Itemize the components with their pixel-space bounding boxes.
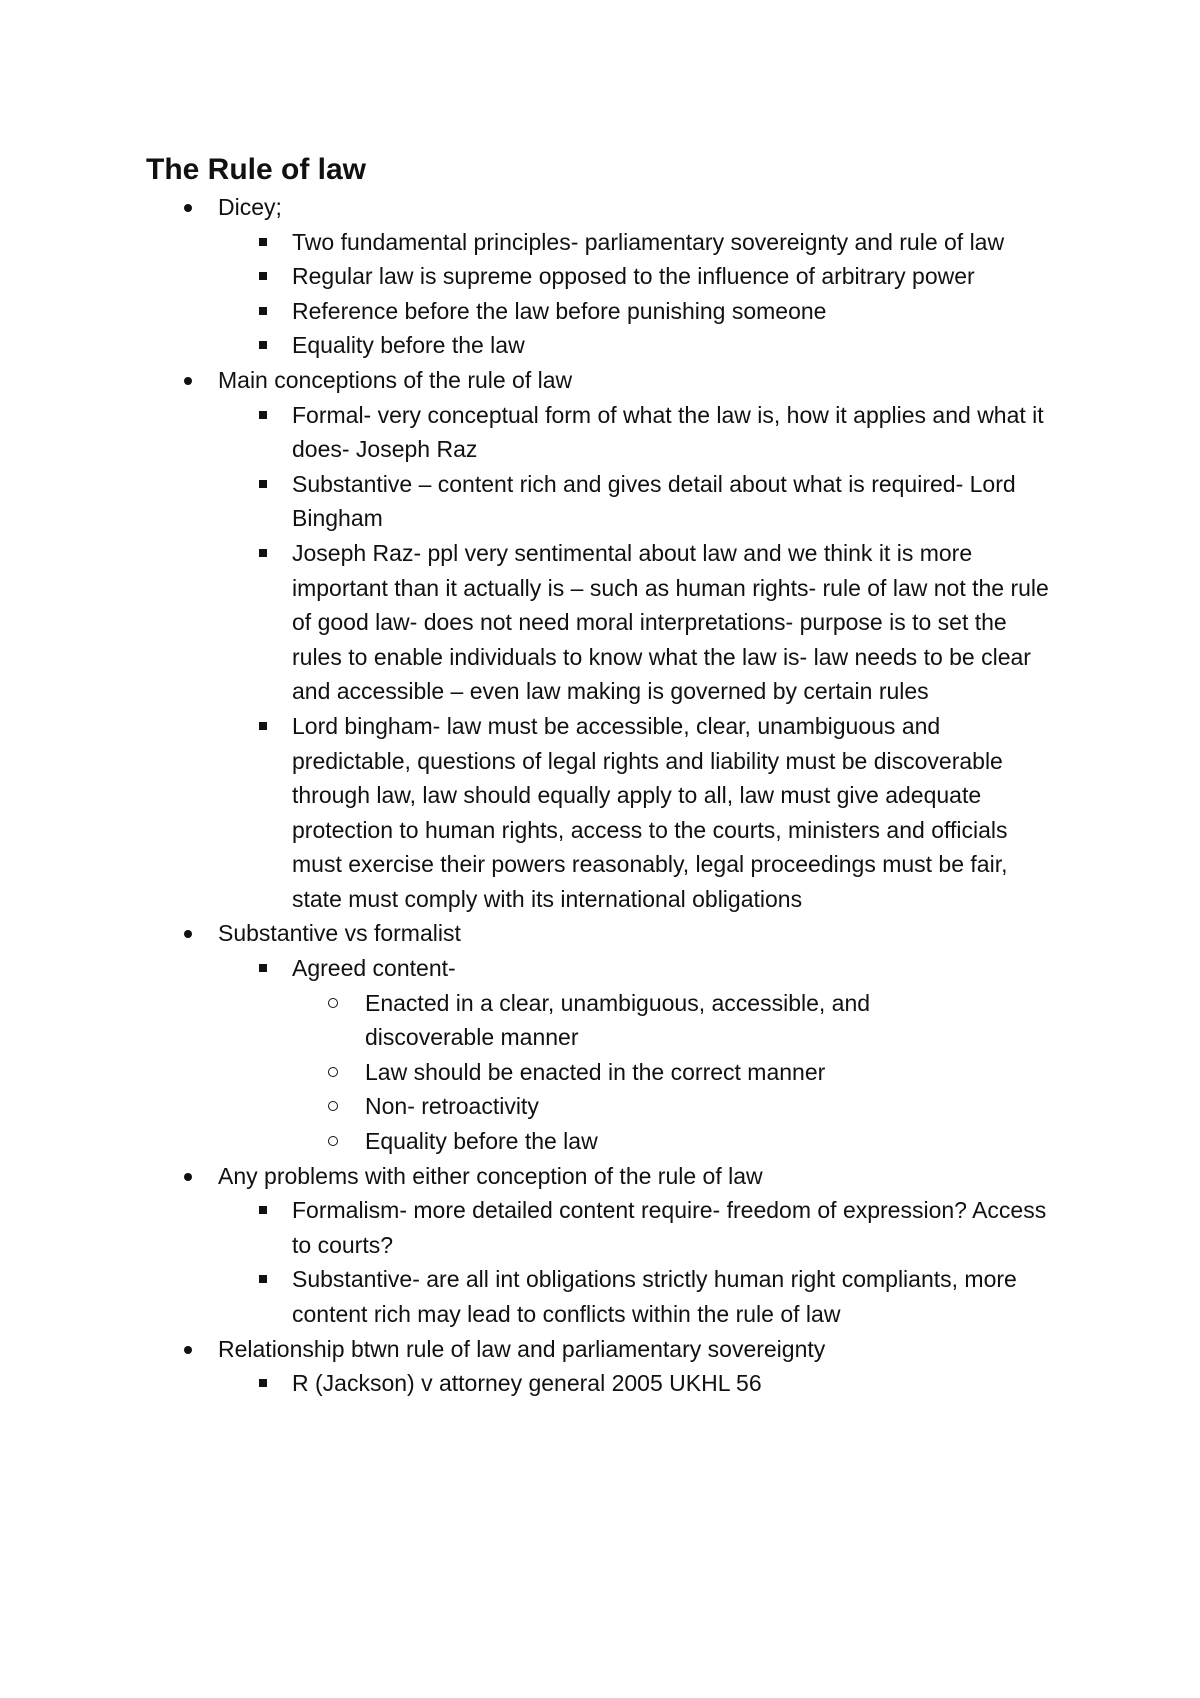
list-item xyxy=(0,916,1200,1158)
bullet-dot-icon xyxy=(184,1346,192,1354)
list-item-text: Any problems with either conception of the rule of law xyxy=(218,1162,763,1189)
sub-sub-list-item xyxy=(0,1124,1200,1159)
sub-sub-list-item xyxy=(0,986,1200,1055)
bullet-square-icon xyxy=(259,341,267,349)
sub-list-item xyxy=(0,294,1200,329)
sub-list-item-text: Equality before the law xyxy=(292,332,525,359)
sub-sub-list xyxy=(0,986,1200,1159)
sub-list-item xyxy=(0,1366,1200,1401)
sub-list-item-text: Two fundamental principles- parliamentary sovereignty and rule of law xyxy=(292,228,1005,255)
outline-list xyxy=(0,190,1200,1401)
sub-list-item-text: Formalism- more detailed content require- freedom of expression? Access to courts? xyxy=(292,1197,1047,1258)
sub-list-item xyxy=(0,398,1200,467)
list-item-text: Substantive vs formalist xyxy=(218,920,461,947)
bullet-square-icon xyxy=(259,964,267,972)
bullet-square-icon xyxy=(259,549,267,557)
bullet-circle-icon xyxy=(328,1067,338,1077)
sub-list-item-text: Lord bingham- law must be accessible, clear, unambiguous and predictable, questions of legal rights and liability must be discoverable through law, law should equally apply to all, law must give adequate protection to human rights, access to the courts, ministers and officials must exercise their powers reasonably, legal proceedings must be fair, state must comply with its international obligations xyxy=(292,712,1008,912)
list-item xyxy=(0,363,1200,917)
sub-sub-list-item-text: Equality before the law xyxy=(365,1128,598,1155)
sub-sub-list-item xyxy=(0,1089,1200,1124)
sub-list-item xyxy=(0,1262,1200,1331)
bullet-square-icon xyxy=(259,307,267,315)
bullet-square-icon xyxy=(259,480,267,488)
bullet-dot-icon xyxy=(184,204,192,212)
bullet-dot-icon xyxy=(184,377,192,385)
bullet-square-icon xyxy=(259,1206,267,1214)
bullet-dot-icon xyxy=(184,1173,192,1181)
bullet-square-icon xyxy=(259,411,267,419)
list-item-text: Relationship btwn rule of law and parliamentary sovereignty xyxy=(218,1335,826,1362)
bullet-square-icon xyxy=(259,722,267,730)
sub-list-item-text: Substantive- are all int obligations strictly human right compliants, more content rich may lead to conflicts within the rule of law xyxy=(292,1266,1017,1327)
sub-list-item-text: Reference before the law before punishing someone xyxy=(292,297,827,324)
sub-list-item-text: Regular law is supreme opposed to the influence of arbitrary power xyxy=(292,263,975,290)
sub-list-item-text: Substantive – content rich and gives detail about what is required- Lord Bingham xyxy=(292,470,1016,532)
list-item xyxy=(0,1159,1200,1332)
bullet-square-icon xyxy=(259,1275,267,1283)
sub-sub-list-item xyxy=(0,1055,1200,1090)
sub-list-item xyxy=(0,1193,1200,1262)
sub-sub-list-item-text: Enacted in a clear, unambiguous, accessible, and discoverable manner xyxy=(365,989,871,1051)
bullet-square-icon xyxy=(259,272,267,280)
sub-list-item xyxy=(0,225,1200,260)
sub-list-item xyxy=(0,709,1200,917)
page-title: The Rule of law xyxy=(146,153,367,186)
bullet-square-icon xyxy=(259,1379,267,1387)
sub-sub-list-item-text: Non- retroactivity xyxy=(365,1093,539,1120)
list-item-text: Dicey; xyxy=(218,194,282,220)
sub-list xyxy=(0,1366,1200,1401)
sub-list xyxy=(0,398,1200,917)
bullet-dot-icon xyxy=(184,930,192,938)
sub-list-item-text: Joseph Raz- ppl very sentimental about law and we think it is more important than it actually is – such as human rights- rule of law not the rule of good law- does not need moral interpretations- purpose is to set the rules to enable individuals to know what the law is- law needs to be clear and accessible – even law making is governed by certain rules xyxy=(292,539,1049,705)
sub-list-item-text: R (Jackson) v attorney general 2005 UKHL 56 xyxy=(292,1370,762,1397)
sub-list xyxy=(0,951,1200,1159)
list-item xyxy=(0,1332,1200,1401)
sub-list-item xyxy=(0,328,1200,363)
sub-list-item xyxy=(0,536,1200,709)
sub-list xyxy=(0,1193,1200,1331)
sub-list-item xyxy=(0,467,1200,536)
sub-sub-list-item-text: Law should be enacted in the correct manner xyxy=(365,1058,826,1085)
list-item-text: Main conceptions of the rule of law xyxy=(218,366,573,393)
list-item xyxy=(0,190,1200,363)
bullet-square-icon xyxy=(259,238,267,246)
bullet-circle-icon xyxy=(328,1136,338,1146)
sub-list-item xyxy=(0,951,1200,1159)
sub-list-item-text: Agreed content- xyxy=(292,955,456,982)
bullet-circle-icon xyxy=(328,998,338,1008)
sub-list-item-text: Formal- very conceptual form of what the law is, how it applies and what it does- Joseph Raz xyxy=(292,401,1044,463)
bullet-circle-icon xyxy=(328,1101,338,1111)
sub-list-item xyxy=(0,259,1200,294)
sub-list xyxy=(0,225,1200,363)
